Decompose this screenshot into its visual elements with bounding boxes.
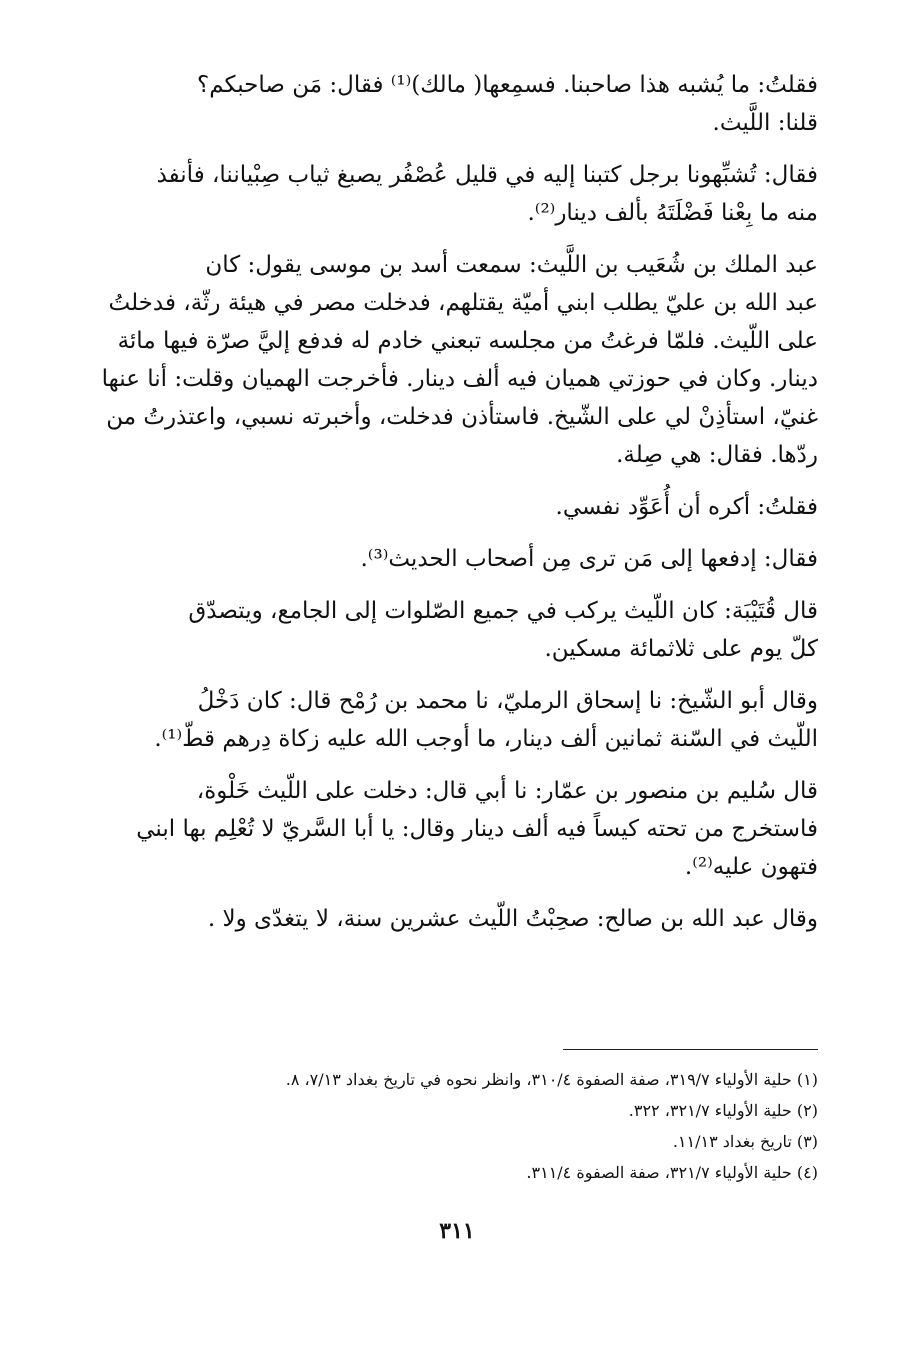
paragraph xyxy=(100,900,818,938)
text-line: قال سُليم بن منصور بن عمّار: نا أبي قال: دخلت على اللّيث خَلْوة، xyxy=(196,778,818,804)
paragraph xyxy=(100,682,818,758)
main-text xyxy=(100,66,818,952)
footnote: (٢) حلية الأولياء ٣٢١/٧، ٣٢٢. xyxy=(628,1101,818,1120)
text-line: غنيّ، استأذِنْ لي على الشّيخ. فاستأذن فدخلت، وأخبرته نسبي، واعتذرتُ من xyxy=(106,404,818,430)
text-line: فقلتُ: ما يُشبه هذا صاحبنا. فسمِعها( مالك)⁽¹⁾ فقال: مَن صاحبكم؟ xyxy=(197,72,818,98)
text-line: فقال: إدفعها إلى مَن ترى مِن أصحاب الحديث⁽³⁾. xyxy=(360,546,818,572)
paragraph xyxy=(100,592,818,668)
footnote: (٣) تاريخ بغداد ١١/١٣. xyxy=(672,1132,818,1151)
text-line: عبد الملك بن شُعَيب بن اللَّيث: سمعت أسد بن موسى يقول: كان xyxy=(205,252,818,278)
text-line: قلنا: اللَّيث. xyxy=(712,110,818,136)
footnote: (١) حلية الأولياء ٣١٩/٧، صفة الصفوة ٣١٠/٤، وانظر نحوه في تاريخ بغداد ٧/١٣، ٨. xyxy=(285,1070,818,1089)
footnote: (٤) حلية الأولياء ٣٢١/٧، صفة الصفوة ٣١١/٤. xyxy=(526,1163,818,1182)
text-line: كلّ يوم على ثلاثمائة مسكين. xyxy=(544,636,818,662)
text-line: فقلتُ: أكره أن أُعَوِّد نفسي. xyxy=(555,494,818,520)
footnotes xyxy=(160,1064,818,1188)
paragraph xyxy=(100,488,818,526)
text-line: عبد الله بن عليّ يطلب ابني أميّة يقتلهم، فدخلت مصر في هيئة رثّة، فدخلتُ xyxy=(108,290,818,316)
text-line: وقال أبو الشّيخ: نا إسحاق الرمليّ، نا محمد بن رُمْح قال: كان دَخْلُ xyxy=(197,688,818,714)
text-line: اللّيث في السّنة ثمانين ألف دينار، ما أوجب الله عليه زكاة دِرهم قطّ⁽¹⁾. xyxy=(154,726,818,752)
paragraph xyxy=(100,246,818,474)
text-line: وقال عبد الله بن صالح: صحِبْتُ اللّيث عشرين سنة، لا يتغدّى ولا . xyxy=(207,906,818,932)
text-line: منه ما بِعْنا فَضْلَتَهُ بألف دينار⁽²⁾. xyxy=(527,200,818,226)
text-line: ردّها. فقال: هي صِلة. xyxy=(616,442,818,468)
paragraph xyxy=(100,772,818,886)
text-line: دينار. وكان في حوزتي هميان فيه ألف دينار. فأخرجت الهميان وقلت: أنا عنها xyxy=(101,366,818,392)
footnote-divider xyxy=(563,1049,818,1050)
paragraph xyxy=(100,540,818,578)
text-line: فاستخرج من تحته كيساً فيه ألف دينار وقال: يا أبا السَّريّ لا تُعْلِم بها ابني xyxy=(136,816,818,842)
text-line: فقال: تُشبِّهونا برجل كتبنا إليه في قليل عُصْفُر يصبغ ثياب صِبْياننا، فأنفذ xyxy=(156,162,818,188)
text-line: فتهون عليه⁽²⁾. xyxy=(684,854,818,880)
text-line: على اللّيث. فلمّا فرغتُ من مجلسه تبعني خادم له فدفع إليَّ صرّة فيها مائة xyxy=(117,328,818,354)
text-line: قال قُتَيْبَة: كان اللّيث يركب في جميع الصّلوات إلى الجامع، ويتصدّق xyxy=(188,598,818,624)
paragraph xyxy=(100,66,818,142)
paragraph xyxy=(100,156,818,232)
page-number: ٣١١ xyxy=(439,1218,475,1244)
